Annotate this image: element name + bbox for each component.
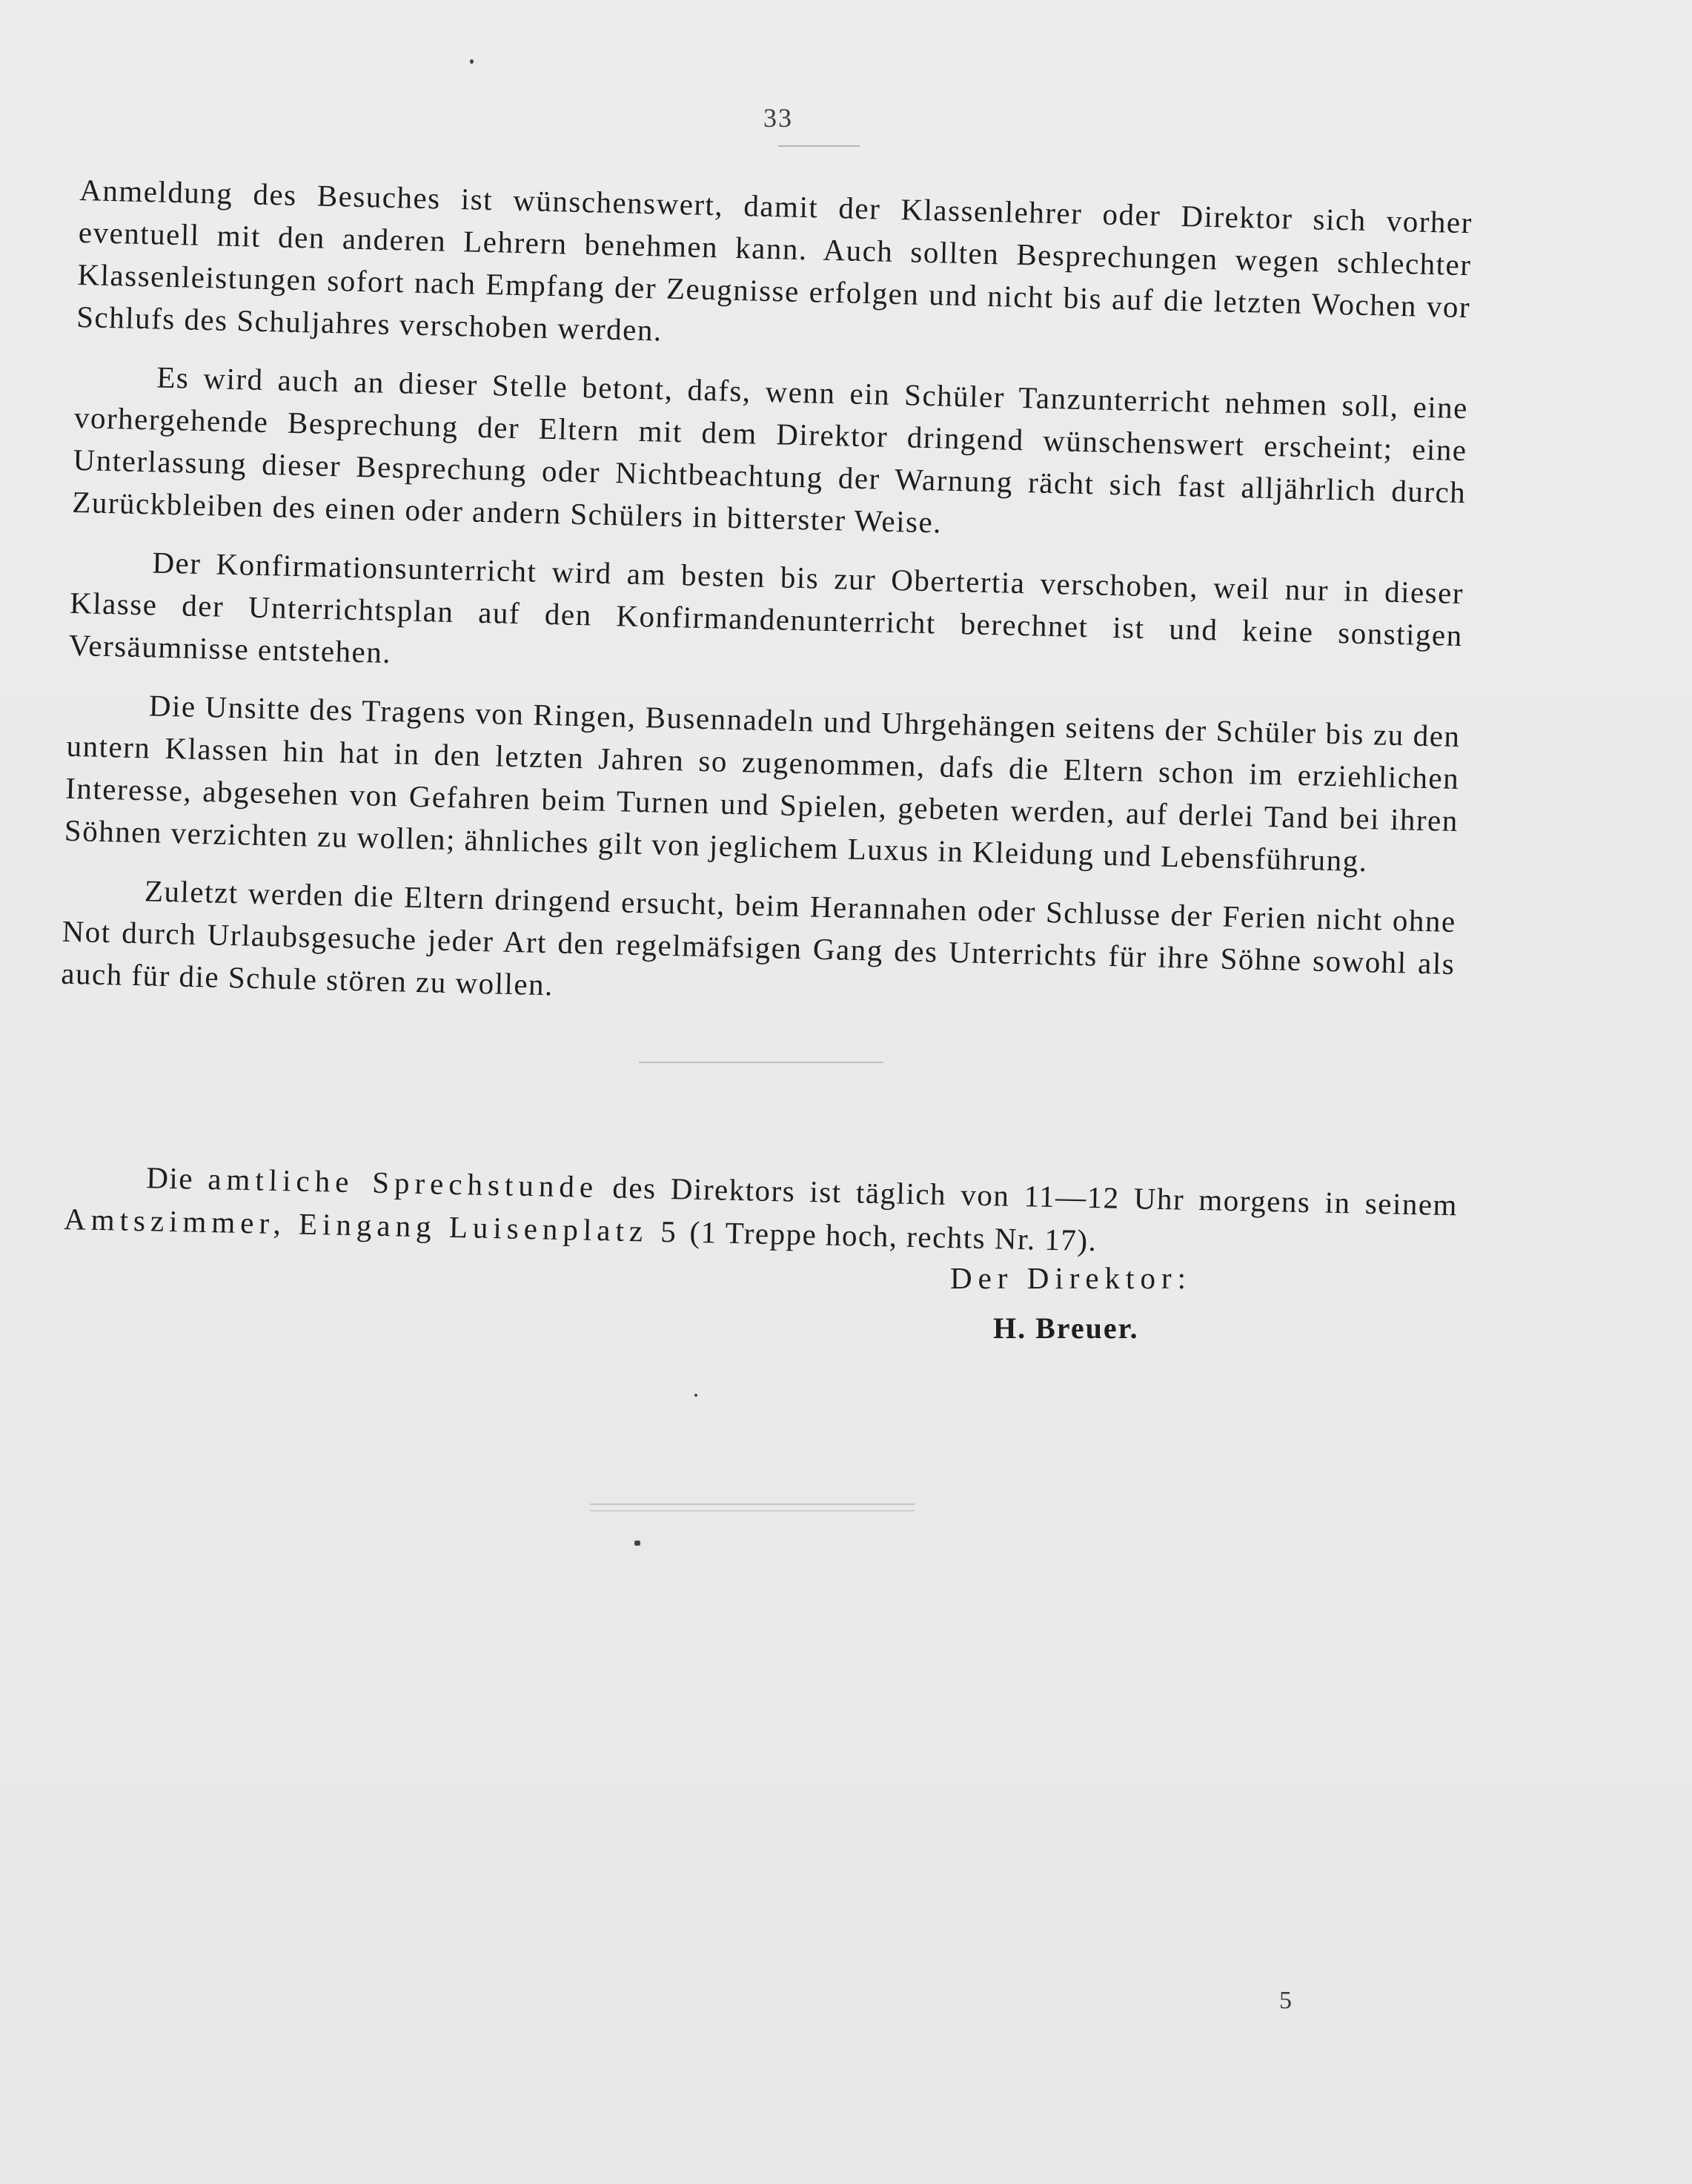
end-rule	[590, 1503, 915, 1512]
body-text	[60, 169, 1473, 1044]
paragraph-holidays: Zuletzt werden die Eltern dringend ersucht, beim Herannahen oder Schlusse der Ferien nicht ohne Not durch Urlaubsgesuche jeder Art den regelmäfsigen Gang des Unterrichts für ihre Söhne sowohl als auch für die Schule stören zu wollen.	[60, 873, 1457, 1002]
office-hours-text-3: (1 Treppe hoch, rechts Nr. 17).	[680, 1214, 1098, 1258]
paragraph-visit-notice: Anmeldung des Besuches ist wünschenswert, damit der Klassenlehrer oder Direktor sich vorher eventuell mit den anderen Lehrern benehmen kann. Auch sollten Besprechungen wegen schlechter Klassenleistungen sofort nach Empfang der Zeugnisse erfolgen und nicht bis auf die letzten Wochen vor Schlufs des Schuljahres verschoben werden.	[76, 172, 1473, 348]
ink-speck	[694, 1394, 697, 1397]
paragraph-dance-lessons: Es wird auch an dieser Stelle betont, dafs, wenn ein Schüler Tanzunterricht nehmen soll, eine vorhergehende Besprechung der Eltern mit dem Direktor dringend wünschenswert erscheint; eine Unterlassung dieser Besprechung oder Nichtbeachtung der Warnung rächt sich fast alljährlich durch Zurückbleiben des einen oder andern Schülers in bitterster Weise.	[71, 360, 1469, 540]
ink-speck	[470, 59, 474, 64]
office-hours-notice	[64, 1154, 1459, 1269]
signature-mark: 5	[1279, 1987, 1292, 2014]
paragraph-jewelry: Die Unsitte des Tragens von Ringen, Busennadeln und Uhrgehängen seitens der Schüler bis zu den untern Klassen hin hat in den letzten Jahren so zugenommen, dafs die Eltern schon im erziehlichen Interesse, abgesehen von Gefahren beim Turnen und Spielen, gebeten werden, auf derlei Tand bei ihren Söhnen verzichten zu wollen; ähnliches gilt von jeglichem Luxus in Kleidung und Lebensführung.	[64, 688, 1462, 878]
page-number: 33	[763, 103, 793, 133]
signature-name: H. Breuer.	[993, 1311, 1139, 1345]
page-number-rule	[778, 145, 860, 147]
office-hours-spaced-2: Amtszimmer, Eingang Luisenplatz 5	[63, 1201, 682, 1249]
office-hours-text-2: des Direktors ist täglich von 11—12 Uhr morgens in seinem	[597, 1170, 1459, 1222]
office-hours-spaced-1: amtliche Sprechstunde	[207, 1162, 599, 1205]
office-hours-text-1: Die	[145, 1160, 208, 1197]
ink-speck	[634, 1541, 640, 1546]
separator-rule	[639, 1062, 883, 1063]
paragraph-confirmation-class: Der Konfirmationsunterricht wird am besten bis zur Obertertia verschoben, weil nur in dieser Klasse der Unterrichtsplan auf den Konfirmandenunterricht berechnet ist und keine sonstigen Versäumnisse entstehen.	[68, 545, 1464, 670]
signature-title: Der Direktor:	[950, 1261, 1192, 1295]
